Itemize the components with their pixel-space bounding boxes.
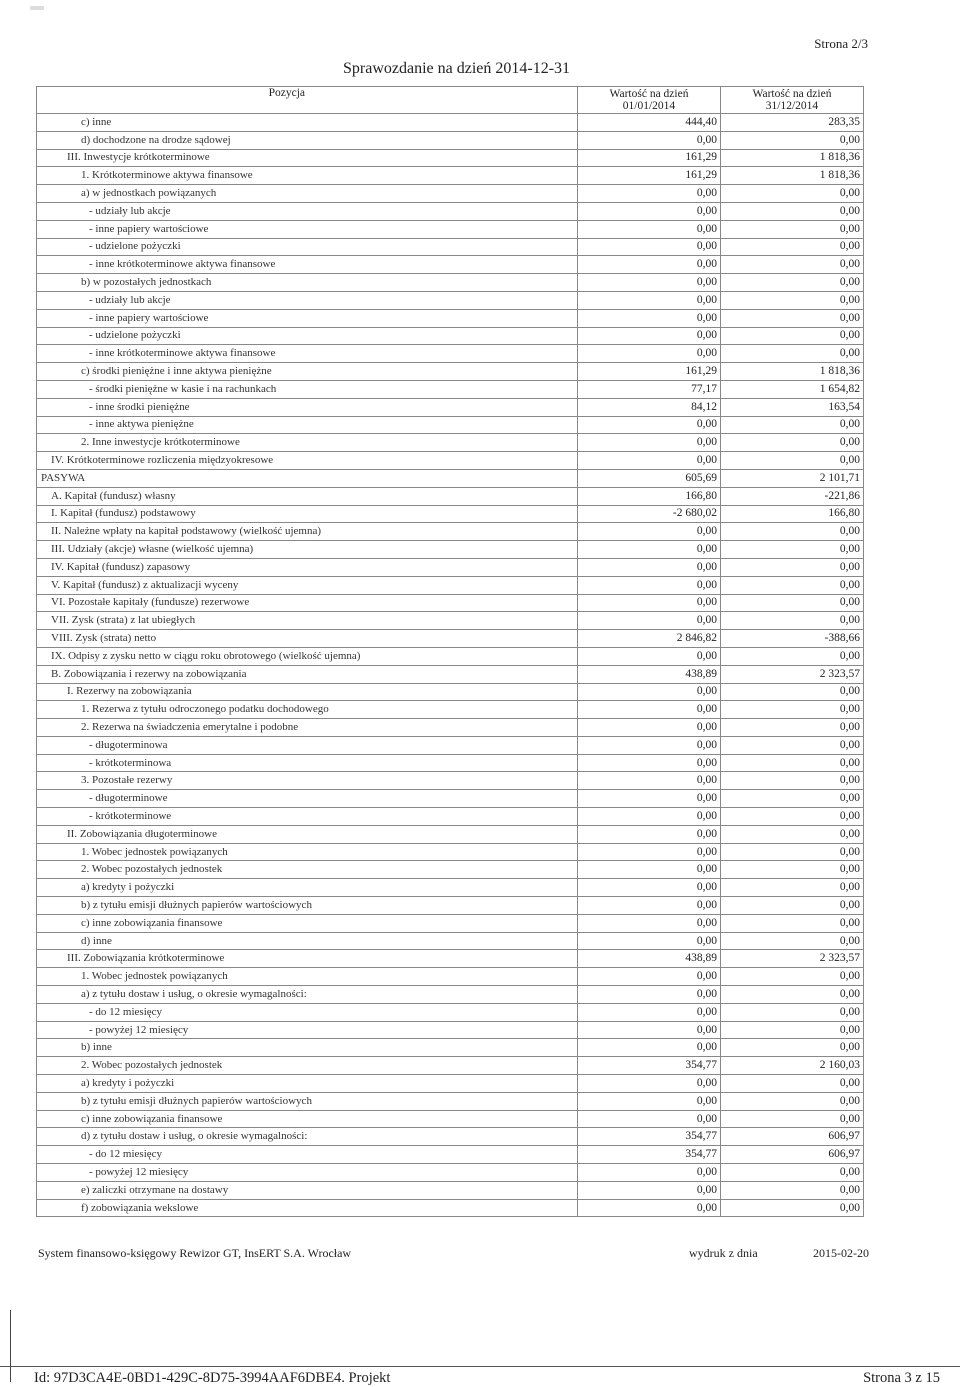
row-label: II. Zobowiązania długoterminowe xyxy=(37,825,578,843)
row-label: - środki pieniężne w kasie i na rachunkach xyxy=(37,380,578,398)
row-label: III. Zobowiązania krótkoterminowe xyxy=(37,950,578,968)
row-value-end: 0,00 xyxy=(721,1199,864,1217)
row-label: - inne środki pieniężne xyxy=(37,398,578,416)
table-row xyxy=(37,897,864,915)
row-value-end: 0,00 xyxy=(721,309,864,327)
row-value-start: 0,00 xyxy=(578,772,721,790)
row-value-start: 0,00 xyxy=(578,736,721,754)
row-label: - długoterminowe xyxy=(37,790,578,808)
row-value-start: 354,77 xyxy=(578,1146,721,1164)
row-label: - do 12 miesięcy xyxy=(37,1003,578,1021)
row-value-end: 0,00 xyxy=(721,1092,864,1110)
table-row xyxy=(37,149,864,167)
row-value-end: 2 323,57 xyxy=(721,665,864,683)
table-row xyxy=(37,1146,864,1164)
balance-sheet-table xyxy=(36,86,864,1217)
table-row xyxy=(37,274,864,292)
page-number: Strona 2/3 xyxy=(814,36,868,51)
row-label: - krótkoterminowe xyxy=(37,808,578,826)
row-value-end: 0,00 xyxy=(721,274,864,292)
row-label: - udziały lub akcje xyxy=(37,202,578,220)
table-row xyxy=(37,114,864,132)
row-value-end: 0,00 xyxy=(721,131,864,149)
row-label: 2. Rezerwa na świadczenia emerytalne i podobne xyxy=(37,719,578,737)
table-row xyxy=(37,719,864,737)
row-value-start: 0,00 xyxy=(578,790,721,808)
row-value-start: 0,00 xyxy=(578,825,721,843)
row-value-start: 0,00 xyxy=(578,1181,721,1199)
table-row xyxy=(37,683,864,701)
table-row xyxy=(37,1092,864,1110)
row-value-start: 0,00 xyxy=(578,683,721,701)
row-value-end: 1 654,82 xyxy=(721,380,864,398)
table-row xyxy=(37,380,864,398)
row-value-end: 0,00 xyxy=(721,1039,864,1057)
row-value-start: 354,77 xyxy=(578,1057,721,1075)
table-row xyxy=(37,202,864,220)
table-row xyxy=(37,843,864,861)
row-value-start: 0,00 xyxy=(578,594,721,612)
table-row xyxy=(37,665,864,683)
row-value-start: 0,00 xyxy=(578,897,721,915)
table-row xyxy=(37,452,864,470)
row-value-start: 0,00 xyxy=(578,879,721,897)
row-value-start: 0,00 xyxy=(578,291,721,309)
table-row xyxy=(37,309,864,327)
row-label: b) z tytułu emisji dłużnych papierów wartościowych xyxy=(37,1092,578,1110)
row-value-start: 0,00 xyxy=(578,523,721,541)
row-label: d) dochodzone na drodze sądowej xyxy=(37,131,578,149)
row-label: c) środki pieniężne i inne aktywa pieniężne xyxy=(37,363,578,381)
row-label: PASYWA xyxy=(37,469,578,487)
table-row xyxy=(37,790,864,808)
row-value-start: 0,00 xyxy=(578,131,721,149)
row-label: - inne krótkoterminowe aktywa finansowe xyxy=(37,256,578,274)
footer-print-date: 2015-02-20 xyxy=(813,1246,869,1260)
row-value-start: 438,89 xyxy=(578,950,721,968)
table-row xyxy=(37,1003,864,1021)
table-row xyxy=(37,861,864,879)
row-label: - inne krótkoterminowe aktywa finansowe xyxy=(37,345,578,363)
row-value-start: 0,00 xyxy=(578,416,721,434)
table-row xyxy=(37,1181,864,1199)
row-value-start: 438,89 xyxy=(578,665,721,683)
row-label: a) w jednostkach powiązanych xyxy=(37,185,578,203)
row-value-end: 0,00 xyxy=(721,1021,864,1039)
table-row xyxy=(37,434,864,452)
row-value-start: 0,00 xyxy=(578,327,721,345)
row-value-start: 2 846,82 xyxy=(578,630,721,648)
row-label: - udzielone pożyczki xyxy=(37,238,578,256)
scan-speck xyxy=(30,6,44,10)
table-row xyxy=(37,131,864,149)
header-value-end xyxy=(721,87,864,114)
table-row xyxy=(37,772,864,790)
table-header-row xyxy=(37,87,864,114)
row-value-end: 0,00 xyxy=(721,256,864,274)
row-label: - krótkoterminowa xyxy=(37,754,578,772)
row-value-end: 0,00 xyxy=(721,594,864,612)
row-value-start: 0,00 xyxy=(578,541,721,559)
table-row xyxy=(37,363,864,381)
row-value-end: 166,80 xyxy=(721,505,864,523)
row-label: a) z tytułu dostaw i usług, o okresie wymagalności: xyxy=(37,986,578,1004)
row-label: b) z tytułu emisji dłużnych papierów wartościowych xyxy=(37,897,578,915)
row-value-start: 444,40 xyxy=(578,114,721,132)
row-label: III. Inwestycje krótkoterminowe xyxy=(37,149,578,167)
row-value-end: 0,00 xyxy=(721,1110,864,1128)
table-row xyxy=(37,327,864,345)
table-row xyxy=(37,398,864,416)
row-value-end: 0,00 xyxy=(721,1003,864,1021)
row-label: VIII. Zysk (strata) netto xyxy=(37,630,578,648)
row-value-end: 0,00 xyxy=(721,701,864,719)
row-value-start: 84,12 xyxy=(578,398,721,416)
row-label: - powyżej 12 miesięcy xyxy=(37,1021,578,1039)
table-row xyxy=(37,701,864,719)
table-row xyxy=(37,825,864,843)
row-value-end: 0,00 xyxy=(721,452,864,470)
row-value-start: 0,00 xyxy=(578,558,721,576)
row-value-end: 0,00 xyxy=(721,523,864,541)
row-value-start: 77,17 xyxy=(578,380,721,398)
row-value-end: 1 818,36 xyxy=(721,167,864,185)
row-label: c) inne zobowiązania finansowe xyxy=(37,914,578,932)
row-value-start: 0,00 xyxy=(578,932,721,950)
row-value-end: 0,00 xyxy=(721,736,864,754)
row-value-start: 0,00 xyxy=(578,238,721,256)
row-label: 1. Wobec jednostek powiązanych xyxy=(37,843,578,861)
row-value-end: 0,00 xyxy=(721,986,864,1004)
row-value-end: 2 101,71 xyxy=(721,469,864,487)
row-value-start: 0,00 xyxy=(578,345,721,363)
row-value-end: 0,00 xyxy=(721,772,864,790)
row-value-end: 0,00 xyxy=(721,647,864,665)
row-value-end: 0,00 xyxy=(721,238,864,256)
report-title: Sprawozdanie na dzień 2014-12-31 xyxy=(343,60,571,77)
row-value-end: 0,00 xyxy=(721,932,864,950)
row-value-start: 0,00 xyxy=(578,434,721,452)
row-value-start: 0,00 xyxy=(578,1003,721,1021)
row-value-start: 0,00 xyxy=(578,202,721,220)
row-label: - inne aktywa pieniężne xyxy=(37,416,578,434)
footer-system-name: System finansowo-księgowy Rewizor GT, InsERT S.A. Wrocław xyxy=(38,1246,352,1260)
table-row xyxy=(37,1039,864,1057)
row-label: c) inne xyxy=(37,114,578,132)
table-row xyxy=(37,541,864,559)
table-row xyxy=(37,879,864,897)
row-label: d) z tytułu dostaw i usług, o okresie wymagalności: xyxy=(37,1128,578,1146)
header-value-start xyxy=(578,87,721,114)
row-value-end: 0,00 xyxy=(721,345,864,363)
row-value-end: 0,00 xyxy=(721,683,864,701)
header-value-end-date: 31/12/2014 xyxy=(765,100,819,112)
row-value-end: 0,00 xyxy=(721,843,864,861)
row-value-start: 0,00 xyxy=(578,701,721,719)
table-row xyxy=(37,1164,864,1182)
row-label: 1. Rezerwa z tytułu odroczonego podatku dochodowego xyxy=(37,701,578,719)
row-value-end: 283,35 xyxy=(721,114,864,132)
row-value-start: 161,29 xyxy=(578,363,721,381)
row-value-start: 0,00 xyxy=(578,808,721,826)
row-value-end: 0,00 xyxy=(721,1164,864,1182)
row-value-start: 0,00 xyxy=(578,452,721,470)
row-value-start: 0,00 xyxy=(578,914,721,932)
row-value-end: 0,00 xyxy=(721,968,864,986)
table-row xyxy=(37,986,864,1004)
table-row xyxy=(37,220,864,238)
table-row xyxy=(37,256,864,274)
row-value-start: 0,00 xyxy=(578,1199,721,1217)
row-label: IV. Krótkoterminowe rozliczenia międzyokresowe xyxy=(37,452,578,470)
table-row xyxy=(37,594,864,612)
row-label: 2. Wobec pozostałych jednostek xyxy=(37,1057,578,1075)
row-value-end: 0,00 xyxy=(721,861,864,879)
table-row xyxy=(37,167,864,185)
header-value-end-label: Wartość na dzień xyxy=(752,88,832,100)
table-row xyxy=(37,808,864,826)
row-label: - inne papiery wartościowe xyxy=(37,220,578,238)
table-row xyxy=(37,1057,864,1075)
row-label: 3. Pozostałe rezerwy xyxy=(37,772,578,790)
row-value-start: 0,00 xyxy=(578,220,721,238)
row-value-end: 0,00 xyxy=(721,719,864,737)
header-value-start-date: 01/01/2014 xyxy=(622,100,676,112)
row-value-start: 0,00 xyxy=(578,1110,721,1128)
row-label: b) inne xyxy=(37,1039,578,1057)
row-label: f) zobowiązania wekslowe xyxy=(37,1199,578,1217)
table-row xyxy=(37,1110,864,1128)
row-value-start: 166,80 xyxy=(578,487,721,505)
row-label: - inne papiery wartościowe xyxy=(37,309,578,327)
row-label: c) inne zobowiązania finansowe xyxy=(37,1110,578,1128)
row-value-start: 0,00 xyxy=(578,1164,721,1182)
header-position: Pozycja xyxy=(37,87,578,114)
table-row xyxy=(37,1128,864,1146)
table-row xyxy=(37,505,864,523)
table-row xyxy=(37,576,864,594)
row-value-start: 0,00 xyxy=(578,968,721,986)
table-row xyxy=(37,968,864,986)
row-label: b) w pozostałych jednostkach xyxy=(37,274,578,292)
row-value-start: 0,00 xyxy=(578,843,721,861)
row-value-end: 0,00 xyxy=(721,327,864,345)
table-row xyxy=(37,1199,864,1217)
row-value-end: 0,00 xyxy=(721,434,864,452)
row-label: 1. Wobec jednostek powiązanych xyxy=(37,968,578,986)
row-label: 2. Wobec pozostałych jednostek xyxy=(37,861,578,879)
row-label: I. Kapitał (fundusz) podstawowy xyxy=(37,505,578,523)
row-value-end: 0,00 xyxy=(721,897,864,915)
table-row xyxy=(37,345,864,363)
row-value-start: 0,00 xyxy=(578,309,721,327)
row-value-start: 0,00 xyxy=(578,1021,721,1039)
row-value-start: 0,00 xyxy=(578,647,721,665)
row-value-start: 0,00 xyxy=(578,576,721,594)
table-row xyxy=(37,469,864,487)
row-value-end: 2 160,03 xyxy=(721,1057,864,1075)
row-label: a) kredyty i pożyczki xyxy=(37,1075,578,1093)
row-label: I. Rezerwy na zobowiązania xyxy=(37,683,578,701)
row-value-end: 163,54 xyxy=(721,398,864,416)
row-label: III. Udziały (akcje) własne (wielkość ujemna) xyxy=(37,541,578,559)
table-row xyxy=(37,238,864,256)
row-value-end: 0,00 xyxy=(721,808,864,826)
row-label: B. Zobowiązania i rezerwy na zobowiązania xyxy=(37,665,578,683)
row-label: e) zaliczki otrzymane na dostawy xyxy=(37,1181,578,1199)
row-value-start: 0,00 xyxy=(578,1039,721,1057)
row-value-end: -388,66 xyxy=(721,630,864,648)
row-value-end: 0,00 xyxy=(721,576,864,594)
row-value-end: 0,00 xyxy=(721,220,864,238)
table-row xyxy=(37,558,864,576)
row-label: IV. Kapitał (fundusz) zapasowy xyxy=(37,558,578,576)
table-row xyxy=(37,1021,864,1039)
table-row xyxy=(37,630,864,648)
row-label: - udzielone pożyczki xyxy=(37,327,578,345)
row-value-end: 0,00 xyxy=(721,754,864,772)
row-label: - długoterminowa xyxy=(37,736,578,754)
row-value-end: 0,00 xyxy=(721,1075,864,1093)
row-value-start: 0,00 xyxy=(578,274,721,292)
row-value-end: 0,00 xyxy=(721,790,864,808)
row-value-start: 0,00 xyxy=(578,861,721,879)
row-value-end: 0,00 xyxy=(721,416,864,434)
document-id: Id: 97D3CA4E-0BD1-429C-8D75-3994AAF6DBE4. Projekt xyxy=(34,1370,391,1386)
row-label: 1. Krótkoterminowe aktywa finansowe xyxy=(37,167,578,185)
table-row xyxy=(37,487,864,505)
row-value-end: 0,00 xyxy=(721,558,864,576)
table-row xyxy=(37,612,864,630)
row-label: V. Kapitał (fundusz) z aktualizacji wyceny xyxy=(37,576,578,594)
row-label: a) kredyty i pożyczki xyxy=(37,879,578,897)
row-value-end: 1 818,36 xyxy=(721,149,864,167)
row-value-start: 0,00 xyxy=(578,719,721,737)
table-row xyxy=(37,754,864,772)
row-value-end: 0,00 xyxy=(721,612,864,630)
row-value-start: 0,00 xyxy=(578,1075,721,1093)
row-value-start: 605,69 xyxy=(578,469,721,487)
row-value-end: 2 323,57 xyxy=(721,950,864,968)
row-label: - do 12 miesięcy xyxy=(37,1146,578,1164)
document-page: Strona 3 z 15 xyxy=(863,1370,940,1386)
row-label: - powyżej 12 miesięcy xyxy=(37,1164,578,1182)
row-value-start: 0,00 xyxy=(578,754,721,772)
row-label: VI. Pozostałe kapitały (fundusze) rezerwowe xyxy=(37,594,578,612)
header-value-start-label: Wartość na dzień xyxy=(609,88,689,100)
row-value-start: 0,00 xyxy=(578,256,721,274)
footer-print-label: wydruk z dnia xyxy=(689,1246,758,1260)
row-value-start: 0,00 xyxy=(578,1092,721,1110)
row-value-end: 1 818,36 xyxy=(721,363,864,381)
row-label: VII. Zysk (strata) z lat ubiegłych xyxy=(37,612,578,630)
table-row xyxy=(37,416,864,434)
row-label: A. Kapitał (fundusz) własny xyxy=(37,487,578,505)
table-body xyxy=(37,114,864,1217)
row-label: 2. Inne inwestycje krótkoterminowe xyxy=(37,434,578,452)
row-value-start: 0,00 xyxy=(578,986,721,1004)
row-value-end: 0,00 xyxy=(721,914,864,932)
table-row xyxy=(37,647,864,665)
row-value-end: 606,97 xyxy=(721,1128,864,1146)
row-value-end: 0,00 xyxy=(721,202,864,220)
row-value-start: -2 680,02 xyxy=(578,505,721,523)
row-label: - udziały lub akcje xyxy=(37,291,578,309)
table-row xyxy=(37,932,864,950)
row-value-end: 606,97 xyxy=(721,1146,864,1164)
bottom-bar xyxy=(0,1366,960,1387)
row-label: d) inne xyxy=(37,932,578,950)
row-value-start: 0,00 xyxy=(578,185,721,203)
row-value-end: 0,00 xyxy=(721,185,864,203)
table-row xyxy=(37,1075,864,1093)
row-value-end: 0,00 xyxy=(721,291,864,309)
table-row xyxy=(37,950,864,968)
table-row xyxy=(37,736,864,754)
row-value-start: 161,29 xyxy=(578,167,721,185)
row-value-end: 0,00 xyxy=(721,879,864,897)
row-value-start: 161,29 xyxy=(578,149,721,167)
table-row xyxy=(37,291,864,309)
table-row xyxy=(37,185,864,203)
row-value-start: 0,00 xyxy=(578,612,721,630)
row-value-end: 0,00 xyxy=(721,541,864,559)
row-value-end: -221,86 xyxy=(721,487,864,505)
row-label: II. Należne wpłaty na kapitał podstawowy (wielkość ujemna) xyxy=(37,523,578,541)
row-label: IX. Odpisy z zysku netto w ciągu roku obrotowego (wielkość ujemna) xyxy=(37,647,578,665)
row-value-start: 354,77 xyxy=(578,1128,721,1146)
row-value-end: 0,00 xyxy=(721,825,864,843)
row-value-end: 0,00 xyxy=(721,1181,864,1199)
table-row xyxy=(37,523,864,541)
table-row xyxy=(37,914,864,932)
